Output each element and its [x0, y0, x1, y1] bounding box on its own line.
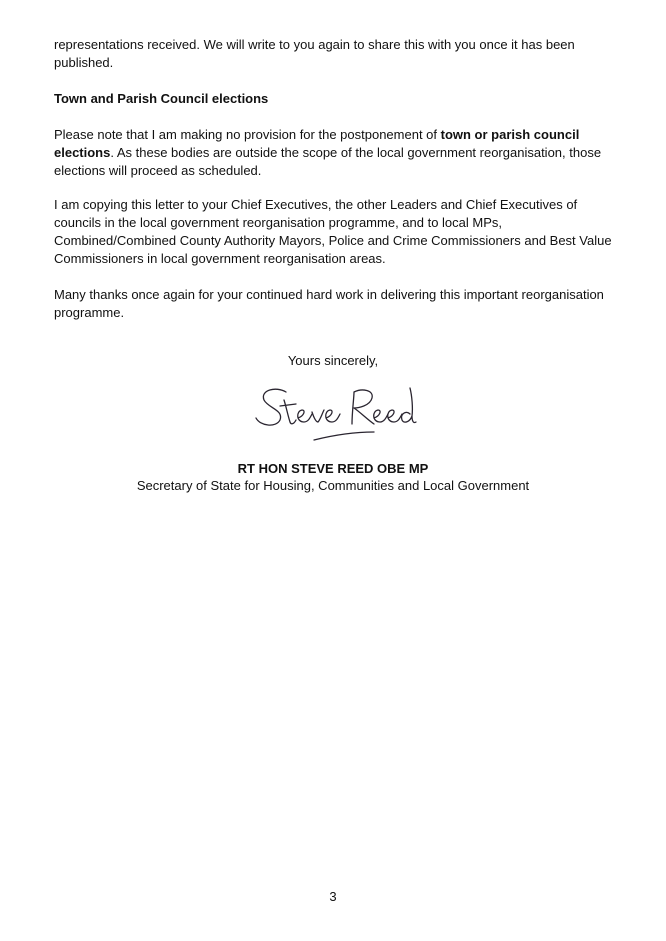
paragraph-copying: I am copying this letter to your Chief Executives, the other Leaders and Chief Executives of councils in the local government reorganisation programme, and to local MPs, Combined/Combined County Authority Mayors, Police and Crime Commissioners and Best Value Commissioners in local government reorganisation areas.: [54, 197, 612, 266]
page-number: 3: [329, 889, 337, 904]
paragraph-thanks: Many thanks once again for your continued hard work in delivering this important reorganisation programme.: [54, 287, 604, 320]
paragraph-continued: representations received. We will write to you again to share this with you once it has been published.: [54, 37, 575, 70]
signature-image: [250, 380, 420, 450]
signatory-name: RT HON STEVE REED OBE MP: [237, 461, 429, 476]
section-heading: Town and Parish Council elections: [54, 91, 269, 106]
closing: Yours sincerely,: [287, 353, 379, 368]
signatory-title: Secretary of State for Housing, Communities and Local Government: [136, 478, 530, 493]
paragraph-note-end: . As these bodies are outside the scope of the local government reorganisation, those elections will proceed as scheduled.: [54, 145, 602, 178]
paragraph-note-start: Please note that I am making no provision for the postponement of: [54, 127, 441, 142]
paragraph-note: [54, 126, 614, 180]
paragraph-note-bold: town or parish council elections: [54, 127, 580, 160]
